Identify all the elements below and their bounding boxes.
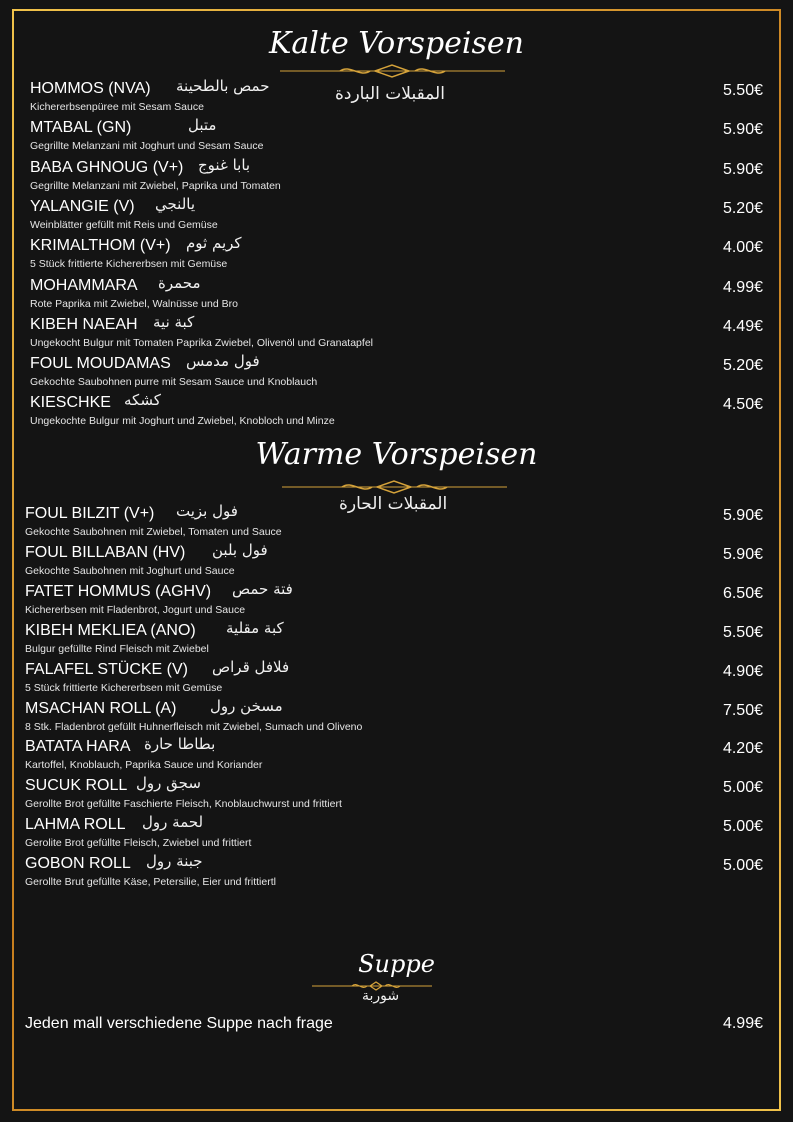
item-description: Gekochte Saubohnen mit Joghurt und Sauce <box>25 564 235 577</box>
section-arabic-warm: المقبلات الحارة <box>339 494 448 514</box>
section-title-warm: Warme Vorspeisen <box>255 437 538 472</box>
item-name: FOUL BILLABAN (HV) <box>25 543 186 561</box>
item-name: LAHMA ROLL <box>25 816 126 834</box>
item-arabic-name: بابا غنوج <box>198 155 251 174</box>
menu-item <box>0 234 793 275</box>
item-arabic-name: كشكه <box>124 391 161 410</box>
item-name: HOMMOS (NVA) <box>30 80 151 97</box>
item-price: 4.90€ <box>722 662 763 680</box>
soup-price: 4.99€ <box>722 1015 763 1032</box>
menu-item <box>0 813 793 854</box>
menu-item <box>0 579 793 621</box>
section-title-cold: Kalte Vorspeisen <box>269 26 524 61</box>
item-description: Gerollte Brut gefüllte Käse, Petersilie, Eier und frittiertl <box>25 876 276 889</box>
item-arabic-name: كريم ثوم <box>186 234 242 253</box>
item-price: 5.20€ <box>722 357 763 375</box>
item-arabic-name: كبة نية <box>153 312 195 331</box>
item-arabic-name: حمص بالطحينة <box>176 77 270 95</box>
menu-item <box>0 657 793 699</box>
item-price: 5.00€ <box>722 857 763 875</box>
item-arabic-name: متبل <box>188 116 217 135</box>
menu-item <box>0 540 793 582</box>
menu-item <box>0 735 793 776</box>
item-price: 5.50€ <box>722 623 763 641</box>
item-arabic-name: فلافل قراص <box>212 657 290 676</box>
item-arabic-name: سجق رول <box>136 774 201 793</box>
item-description: Gekochte Saubohnen purre mit Sesam Sauce und Knoblauch <box>30 376 318 389</box>
item-description: Rote Paprika mit Zwiebel, Walnüsse und Bro <box>30 297 238 310</box>
menu-item <box>0 77 793 118</box>
item-price: 4.99€ <box>722 278 763 296</box>
menu-item <box>0 312 793 354</box>
menu-item <box>0 774 793 815</box>
soup-text: Jeden mall verschiedene Suppe nach frage <box>25 1015 333 1032</box>
item-description: Bulgur gefüllte Rind Fleisch mit Zwiebel <box>25 642 209 655</box>
item-price: 4.50€ <box>722 396 763 414</box>
menu-item <box>0 352 793 393</box>
item-name: BATATA HARA <box>25 738 131 756</box>
item-arabic-name: يالنجي <box>155 194 196 213</box>
item-arabic-name: جبنة رول <box>146 852 203 871</box>
item-description: Kichererbsen mit Fladenbrot, Jogurt und Sauce <box>25 603 246 616</box>
ornament-divider-icon <box>280 64 505 78</box>
item-name: FALAFEL STÜCKE (V) <box>25 660 188 678</box>
item-price: 5.00€ <box>722 779 763 797</box>
item-price: 7.50€ <box>722 701 763 719</box>
item-name: FATET HOMMUS (AGHV) <box>25 582 212 600</box>
item-arabic-name: فتة حمص <box>232 579 293 598</box>
item-name: GOBON ROLL <box>25 855 131 873</box>
section-arabic-cold: المقبلات الباردة <box>335 84 445 104</box>
item-arabic-name: لحمة رول <box>142 813 204 832</box>
item-description: Weinblätter gefüllt mit Reis und Gemüse <box>30 218 218 231</box>
item-description: Gekochte Saubohnen mit Zwiebel, Tomaten und Sauce <box>25 526 282 538</box>
item-arabic-name: كبة مقلية <box>226 618 284 637</box>
item-price: 5.00€ <box>722 818 763 836</box>
item-description: Gerolite Brot gefüllte Fleisch, Zwiebel und frittiert <box>25 837 252 850</box>
item-price: 5.50€ <box>722 82 763 99</box>
item-name: MTABAL (GN) <box>30 119 132 137</box>
item-name: FOUL BILZIT (V+) <box>25 505 155 522</box>
menu-item <box>0 194 793 236</box>
item-arabic-name: فول بلبن <box>212 540 268 559</box>
item-description: Gerollte Brot gefüllte Faschierte Fleisch, Knoblauchwurst und frittiert <box>25 798 342 811</box>
item-price: 5.90€ <box>722 507 763 524</box>
item-name: FOUL MOUDAMAS <box>30 355 171 373</box>
item-arabic-name: فول مدمس <box>186 352 260 371</box>
item-name: BABA GHNOUG (V+) <box>30 158 184 176</box>
ornament-divider-icon <box>282 480 507 494</box>
item-name: KIBEH MEKLIEA (ANO) <box>25 621 196 639</box>
item-description: Gegrillte Melanzani mit Zwiebel, Paprika und Tomaten <box>30 179 281 192</box>
item-description: 8 Stk. Fladenbrot gefüllt Huhnerfleisch mit Zwiebel, Sumach und Oliveno <box>25 720 363 733</box>
item-price: 5.90€ <box>722 545 763 563</box>
item-name: SUCUK ROLL <box>25 777 128 795</box>
item-description: Ungekocht Bulgur mit Tomaten Paprika Zwiebel, Olivenöl und Granatapfel <box>30 336 373 349</box>
item-description: 5 Stück frittierte Kichererbsen mit Gemüse <box>25 681 223 694</box>
item-arabic-name: فول بزيت <box>176 502 238 520</box>
item-price: 4.00€ <box>722 239 763 257</box>
menu-item <box>0 391 793 432</box>
item-description: Gegrillte Melanzani mit Joghurt und Sesam Sauce <box>30 140 264 153</box>
item-name: KIBEH NAEAH <box>30 315 138 333</box>
item-name: KIESCHKE <box>30 394 111 412</box>
menu-item <box>0 696 793 738</box>
item-price: 4.49€ <box>722 317 763 335</box>
item-price: 4.20€ <box>722 740 763 758</box>
section-arabic-soup: شوربة <box>362 988 400 1004</box>
item-description: Kichererbsenpüree mit Sesam Sauce <box>30 101 204 113</box>
item-arabic-name: محمرة <box>158 273 201 292</box>
item-price: 5.20€ <box>722 199 763 217</box>
item-name: KRIMALTHOM (V+) <box>30 237 171 255</box>
item-description: 5 Stück frittierte Kichererbsen mit Gemüse <box>30 258 228 271</box>
menu-item <box>0 618 793 660</box>
menu-item <box>0 852 793 893</box>
item-price: 6.50€ <box>722 584 763 602</box>
item-arabic-name: بطاطا حارة <box>144 735 216 754</box>
menu-item <box>0 116 793 157</box>
item-name: YALANGIE (V) <box>30 197 135 215</box>
item-description: Ungekochte Bulgur mit Joghurt und Zwiebel, Knobloch und Minze <box>30 415 335 428</box>
menu-item <box>0 155 793 197</box>
item-description: Kartoffel, Knoblauch, Paprika Sauce und Koriander <box>25 759 263 772</box>
item-price: 5.90€ <box>722 160 763 178</box>
item-name: MOHAMMARA <box>30 276 138 294</box>
item-name: MSACHAN ROLL (A) <box>25 699 177 717</box>
menu-item <box>0 273 793 315</box>
item-arabic-name: مسخن رول <box>210 696 283 715</box>
item-price: 5.90€ <box>722 121 763 139</box>
section-title-soup: Suppe <box>358 950 435 978</box>
